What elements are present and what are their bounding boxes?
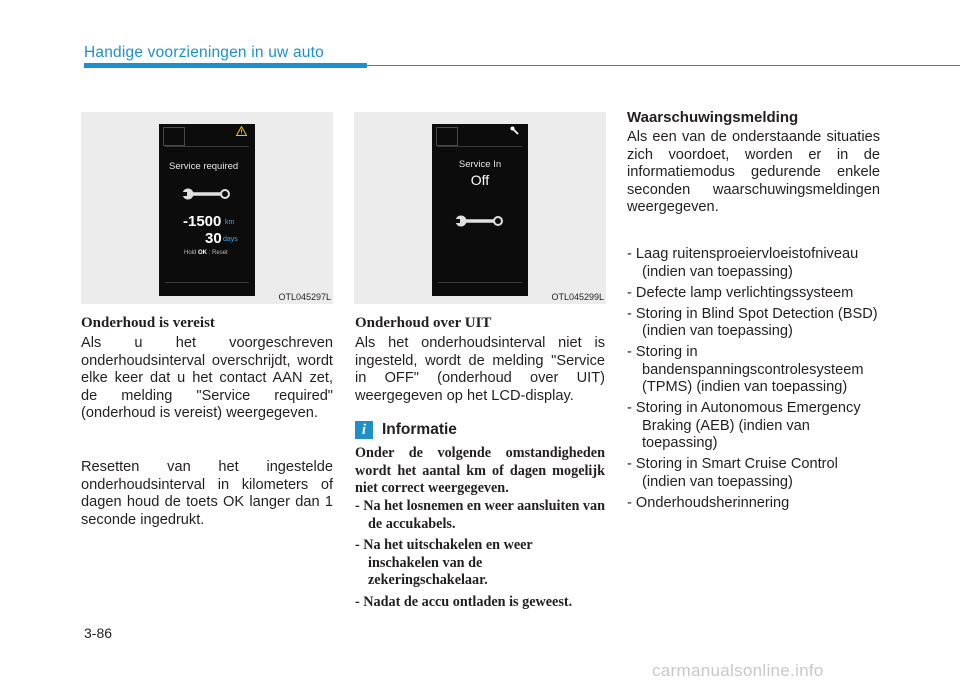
warning-list: [627, 246, 880, 516]
wrench-icon: [454, 213, 506, 229]
list-item: - Nadat de accu ontladen is geweest.: [355, 593, 573, 610]
lcd-divider: [165, 146, 249, 147]
list-item: - Storing in Blind Spot Detection (BSD) (indien van toepassing): [627, 305, 878, 339]
lcd-divider-bottom: [165, 282, 249, 283]
wrench-icon: [181, 186, 233, 202]
figure-code: OTL045297L: [278, 292, 331, 302]
page-number: 3-86: [84, 625, 113, 641]
page-header-title: Handige voorzieningen in uw auto: [84, 44, 324, 61]
list-item: - Onderhoudsherinnering: [627, 494, 790, 511]
figure-service-off: [354, 112, 606, 304]
warning-triangle-icon: [236, 126, 247, 136]
figure-service-required: [81, 112, 333, 304]
header-rule-thick: [84, 63, 367, 68]
list-item: - Na het uitschakelen en weer inschakelen van de zekeringschakelaar.: [355, 537, 533, 588]
lcd-divider-bottom: [438, 282, 522, 283]
section-heading-service-required: Onderhoud is vereist: [81, 315, 215, 331]
lcd-service-title: Service In: [458, 159, 502, 170]
info-title: Informatie: [382, 421, 457, 438]
lcd-service-value: Off: [470, 172, 490, 188]
lcd-display: [159, 124, 255, 296]
paragraph-service-off: Als het onderhoudsinterval niet is ingesteld, wordt de melding "Service in OFF" (onderhoud over UIT) weergegeven op het LCD-display.: [355, 335, 605, 404]
lcd-hold-prefix: Hold: [184, 250, 197, 256]
lcd-km-unit: km: [225, 219, 235, 226]
list-item: - Storing in Autonomous Emergency Braking (AEB) (indien van toepassing): [627, 400, 861, 451]
section-heading-service-off: Onderhoud over UIT: [355, 315, 492, 331]
info-intro: Onder de volgende omstandigheden wordt het aantal km of dagen mogelijk niet correct weergegeven.: [355, 445, 605, 496]
list-item: - Storing in Smart Cruise Control (indien van toepassing): [627, 456, 838, 490]
info-header: [355, 421, 457, 439]
watermark: carmanualsonline.info: [652, 661, 824, 680]
list-item: - Na het losnemen en weer aansluiten van de accukabels.: [355, 498, 605, 532]
lcd-hold-key: OK: [198, 250, 208, 256]
lcd-hold-suffix: : Reset: [208, 250, 228, 256]
paragraph-service-required: Als u het voorgeschreven onderhoudsinterval overschrijdt, wordt elke keer dat u het contact AAN zet, de melding "Service required" (onderhoud is vereist) weergegeven.: [81, 335, 333, 421]
lcd-service-title: Service required: [169, 161, 239, 172]
list-item: - Laag ruitensproeiervloeistofniveau (indien van toepassing): [627, 246, 859, 280]
wrench-small-icon: [510, 126, 520, 136]
list-item: - Storing in bandenspanningscontrolesysteem (TPMS) (indien van toepassing): [627, 344, 864, 395]
paragraph-reset: Resetten van het ingestelde onderhoudsinterval in kilometers of dagen houd de toets OK langer dan 1 seconde ingedrukt.: [81, 459, 333, 528]
lcd-indicator-box: [436, 127, 458, 146]
list-item: - Defecte lamp verlichtingssysteem: [627, 284, 854, 301]
lcd-indicator-box: [163, 127, 185, 146]
lcd-hold-hint: [184, 250, 228, 256]
section-heading-warning: Waarschuwingsmelding: [627, 109, 799, 126]
lcd-display: [432, 124, 528, 296]
info-icon: i: [355, 421, 373, 439]
paragraph-warning-intro: Als een van de onderstaande situaties zich voordoet, worden er in de informatiemodus gedurende enkele seconden waarschuwingsmeldingen weergegeven.: [627, 129, 880, 215]
lcd-days-value: 30: [205, 230, 222, 247]
figure-code: OTL045299L: [551, 292, 604, 302]
lcd-days-unit: days: [223, 236, 238, 243]
header-rule-thin: [367, 65, 960, 66]
lcd-divider: [438, 146, 522, 147]
info-list: [355, 498, 605, 615]
lcd-km-value: -1500: [183, 213, 222, 230]
